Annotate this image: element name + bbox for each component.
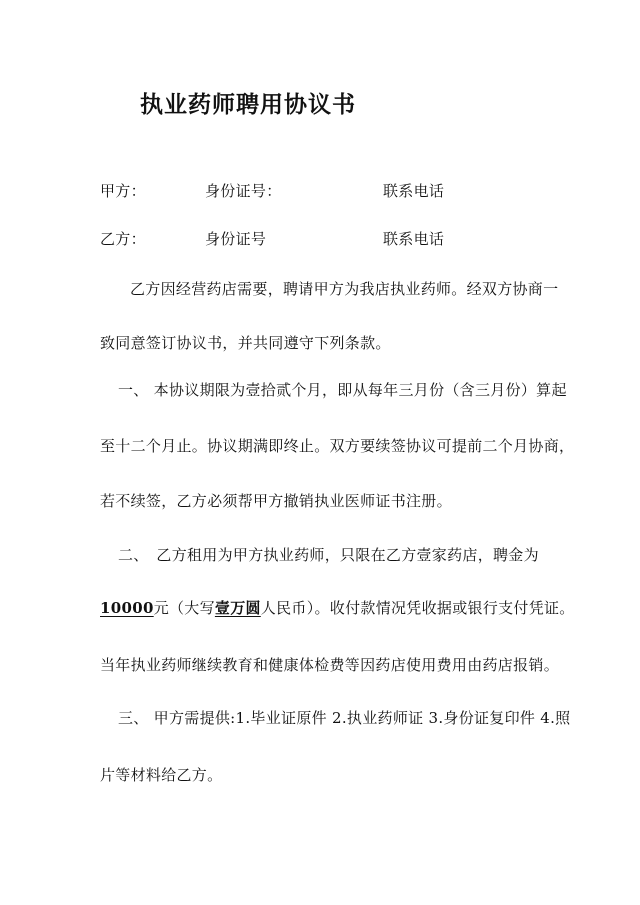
intro-line-2: 致同意签订协议书，并共同遵守下列条款。 (100, 334, 391, 352)
party-a-phone-label: 联系电话 (383, 182, 445, 200)
clause-3-line-1: 三、 甲方需提供:1.毕业证原件 2.执业药师证 3.身份证复印件 4.照 (118, 709, 571, 727)
salary-amount: 10000 (100, 599, 154, 617)
clause-2-line-1: 二、 乙方租用为甲方执业药师，只限在乙方壹家药店，聘金为 (118, 546, 539, 564)
clause-2-line-3: 当年执业药师继续教育和健康体检费等因药店使用费用由药店报销。 (100, 656, 560, 674)
party-b-id-label: 身份证号 (205, 230, 267, 248)
clause-1-line-2: 至十二个月止。协议期满即终止。双方要续签协议可提前二个月协商， (100, 437, 575, 455)
party-b-label: 乙方： (100, 230, 146, 248)
intro-line-1: 乙方因经营药店需要，聘请甲方为我店执业药师。经双方协商一 (130, 280, 559, 298)
salary-amount-uppercase: 壹万圆 (214, 599, 261, 617)
party-a-id-label: 身份证号： (205, 182, 282, 200)
clause-2-line-2 (100, 597, 575, 618)
clause-3-line-2: 片等材料给乙方。 (100, 766, 223, 784)
salary-amount-tail: 人民币）。收付款情况凭收据或银行支付凭证。 (260, 599, 575, 617)
clause-1-line-3: 若不续签，乙方必须帮甲方撤销执业医师证书注册。 (100, 492, 452, 510)
clause-1-line-1: 一、 本协议期限为壹拾贰个月，即从每年三月份（含三月份）算起 (118, 381, 567, 399)
party-b-phone-label: 联系电话 (383, 230, 445, 248)
document-title: 执业药师聘用协议书 (140, 91, 356, 118)
party-a-label: 甲方： (100, 182, 146, 200)
salary-amount-suffix: 元（大写 (153, 599, 215, 617)
